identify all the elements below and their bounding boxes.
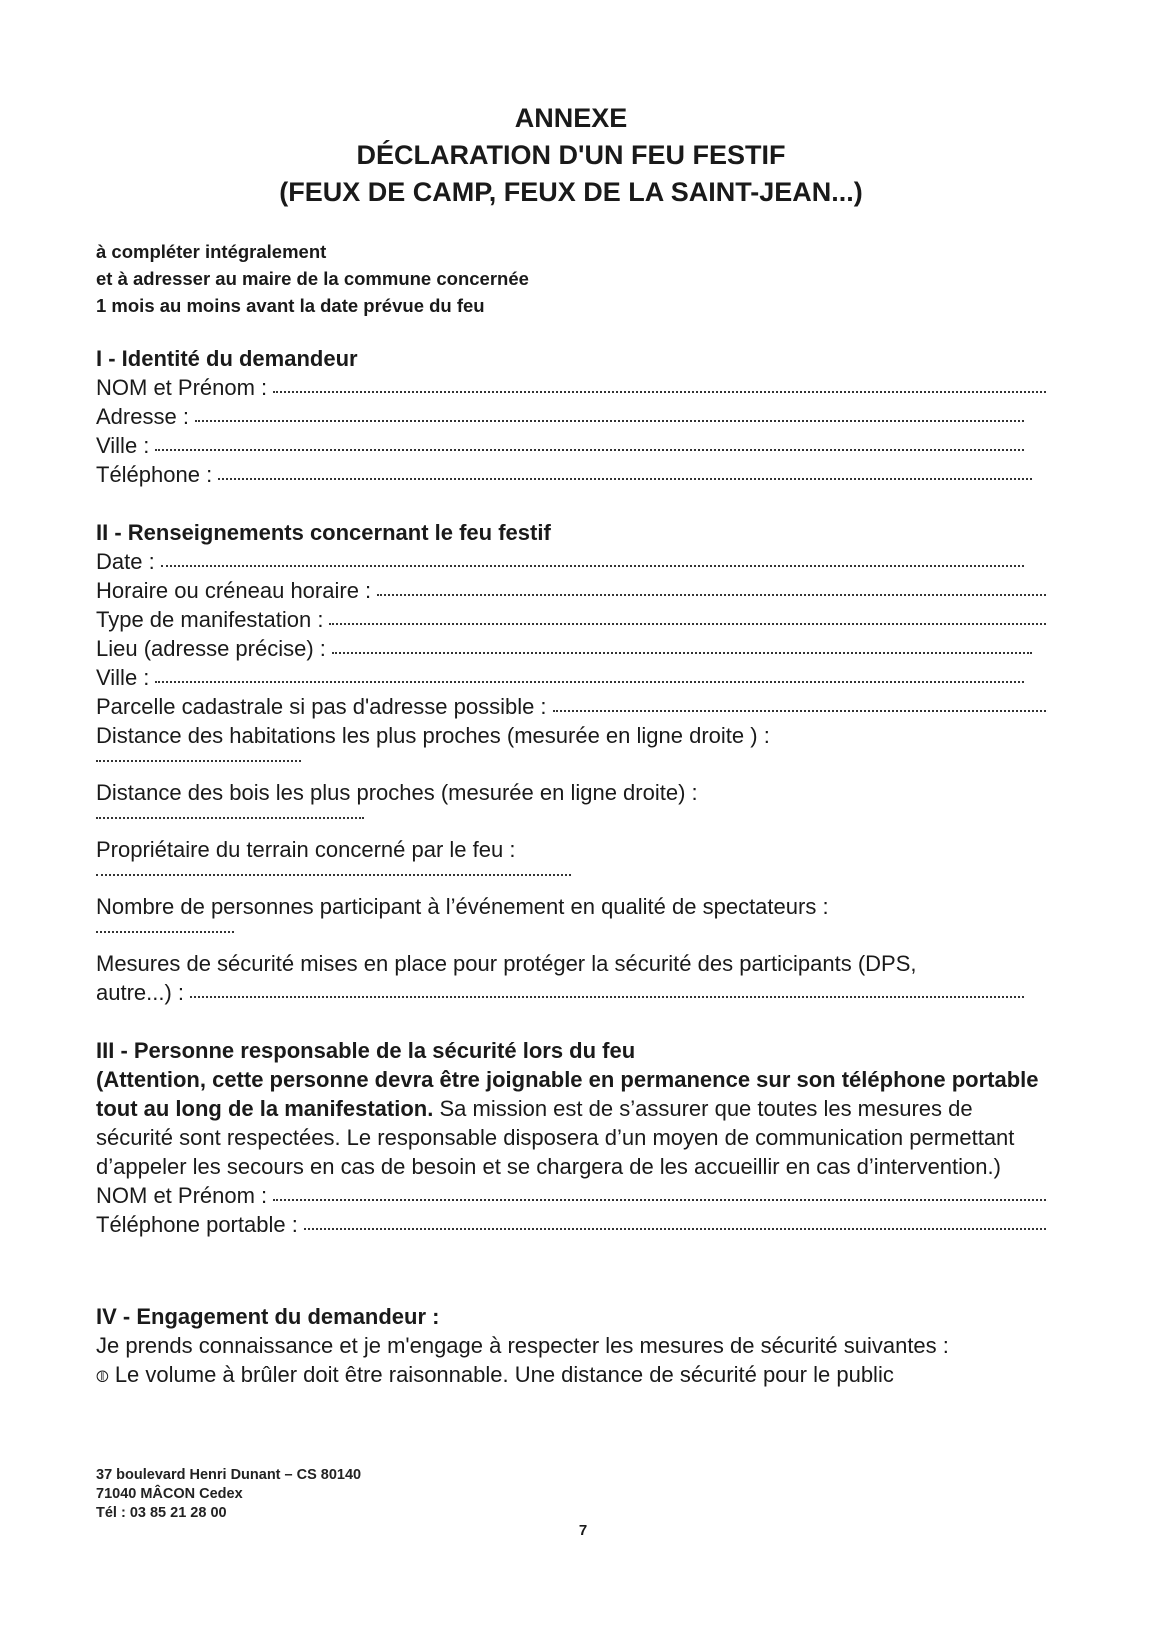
page-number: 7 [578,1522,588,1539]
field-telephone[interactable] [96,460,1046,489]
fill-line[interactable] [96,807,364,819]
field-parcelle[interactable] [96,692,1046,721]
fill-line[interactable] [155,677,1024,683]
fill-line[interactable] [190,992,1024,998]
intro-instructions [96,238,529,319]
fill-line[interactable] [304,1224,1046,1230]
fill-line[interactable] [553,706,1046,712]
footer-address [96,1466,361,1523]
field-proprietaire-label: Propriétaire du terrain concerné par le feu : [96,837,516,862]
field-label: Parcelle cadastrale si pas d'adresse possible : [96,694,547,719]
field-lieu[interactable] [96,634,1046,663]
title-block [96,100,1046,211]
section-heading: II - Renseignements concernant le feu festif [96,520,551,545]
fill-line[interactable] [96,921,234,933]
bullet-text: Le volume à brûler doit être raisonnable. Une distance de sécurité pour le public [114,1362,894,1387]
field-label: Ville : [96,433,150,458]
bullet-icon: ⦷ [96,1369,109,1386]
field-adresse[interactable] [96,402,1046,431]
field-label: Téléphone : [96,462,213,487]
fill-line[interactable] [273,387,1046,393]
field-label: Horaire ou créneau horaire : [96,578,372,603]
field-label: Adresse : [96,404,189,429]
field-horaire[interactable] [96,576,1046,605]
footer-line: 71040 MÂCON Cedex [96,1486,243,1502]
intro-line: à compléter intégralement [96,241,327,262]
title-subtitle: (FEUX DE CAMP, FEUX DE LA SAINT-JEAN...) [279,177,863,207]
fill-line[interactable] [332,648,1032,654]
fill-line[interactable] [155,445,1024,451]
field-ville[interactable] [96,663,1046,692]
section-heading: III - Personne responsable de la sécurité lors du feu [96,1038,636,1063]
field-label: Date : [96,549,155,574]
field-label: NOM et Prénom : [96,1183,268,1208]
engagement-text: Je prends connaissance et je m'engage à respecter les mesures de sécurité suivantes : [96,1333,949,1358]
fill-line[interactable] [329,619,1046,625]
responsable-mission: Sa mission est de s’assurer que toutes les mesures de sécurité sont respectées. Le responsable disposera d’un moyen de communication permettant d’appeler les secours en cas de besoin et se chargera de les accueillir en cas d’intervention.) [96,1096,1015,1179]
field-nom-prenom-responsable[interactable] [96,1181,1046,1210]
section-heading: I - Identité du demandeur [96,346,358,371]
responsable-description [96,1065,1046,1181]
field-mesures[interactable] [96,978,1046,1007]
fill-line[interactable] [161,561,1024,567]
title-annexe: ANNEXE [514,103,628,133]
field-label: Type de manifestation : [96,607,324,632]
field-telephone-portable[interactable] [96,1210,1046,1239]
field-nombre-label: Nombre de personnes participant à l’événement en qualité de spectateurs : [96,894,829,919]
field-type-manifestation[interactable] [96,605,1046,634]
field-label: Ville : [96,665,150,690]
footer-line: Tél : 03 85 21 28 00 [96,1505,227,1521]
fill-line[interactable] [195,416,1024,422]
field-label: Lieu (adresse précise) : [96,636,326,661]
engagement-bullet [96,1360,1046,1392]
title-declaration: DÉCLARATION D'UN FEU FESTIF [356,140,786,170]
field-distance-habitations-label: Distance des habitations les plus proches (mesurée en ligne droite ) : [96,723,770,748]
section-engagement [96,1302,1046,1392]
fill-line[interactable] [273,1195,1046,1201]
responsable-warning: (Attention, cette personne devra être joignable en permanence sur son téléphone portable tout au long de la manifestation. [96,1067,1039,1121]
field-label: NOM et Prénom : [96,375,268,400]
fill-line[interactable] [96,864,571,876]
field-label: autre...) : [96,980,185,1005]
section-heading: IV - Engagement du demandeur : [96,1304,440,1329]
footer-line: 37 boulevard Henri Dunant – CS 80140 [96,1467,362,1483]
field-nom-prenom[interactable] [96,373,1046,402]
field-date[interactable] [96,547,1046,576]
field-mesures-label: Mesures de sécurité mises en place pour protéger la sécurité des participants (DPS, [96,951,917,976]
section-renseignements [96,518,1046,1007]
field-ville[interactable] [96,431,1046,460]
intro-line: 1 mois au moins avant la date prévue du feu [96,295,485,316]
fill-line[interactable] [96,750,301,762]
field-distance-bois-label: Distance des bois les plus proches (mesurée en ligne droite) : [96,780,698,805]
fill-line[interactable] [377,590,1046,596]
intro-line: et à adresser au maire de la commune concernée [96,268,529,289]
field-label: Téléphone portable : [96,1212,298,1237]
section-responsable [96,1036,1046,1239]
section-identite [96,344,1046,489]
fill-line[interactable] [218,474,1032,480]
